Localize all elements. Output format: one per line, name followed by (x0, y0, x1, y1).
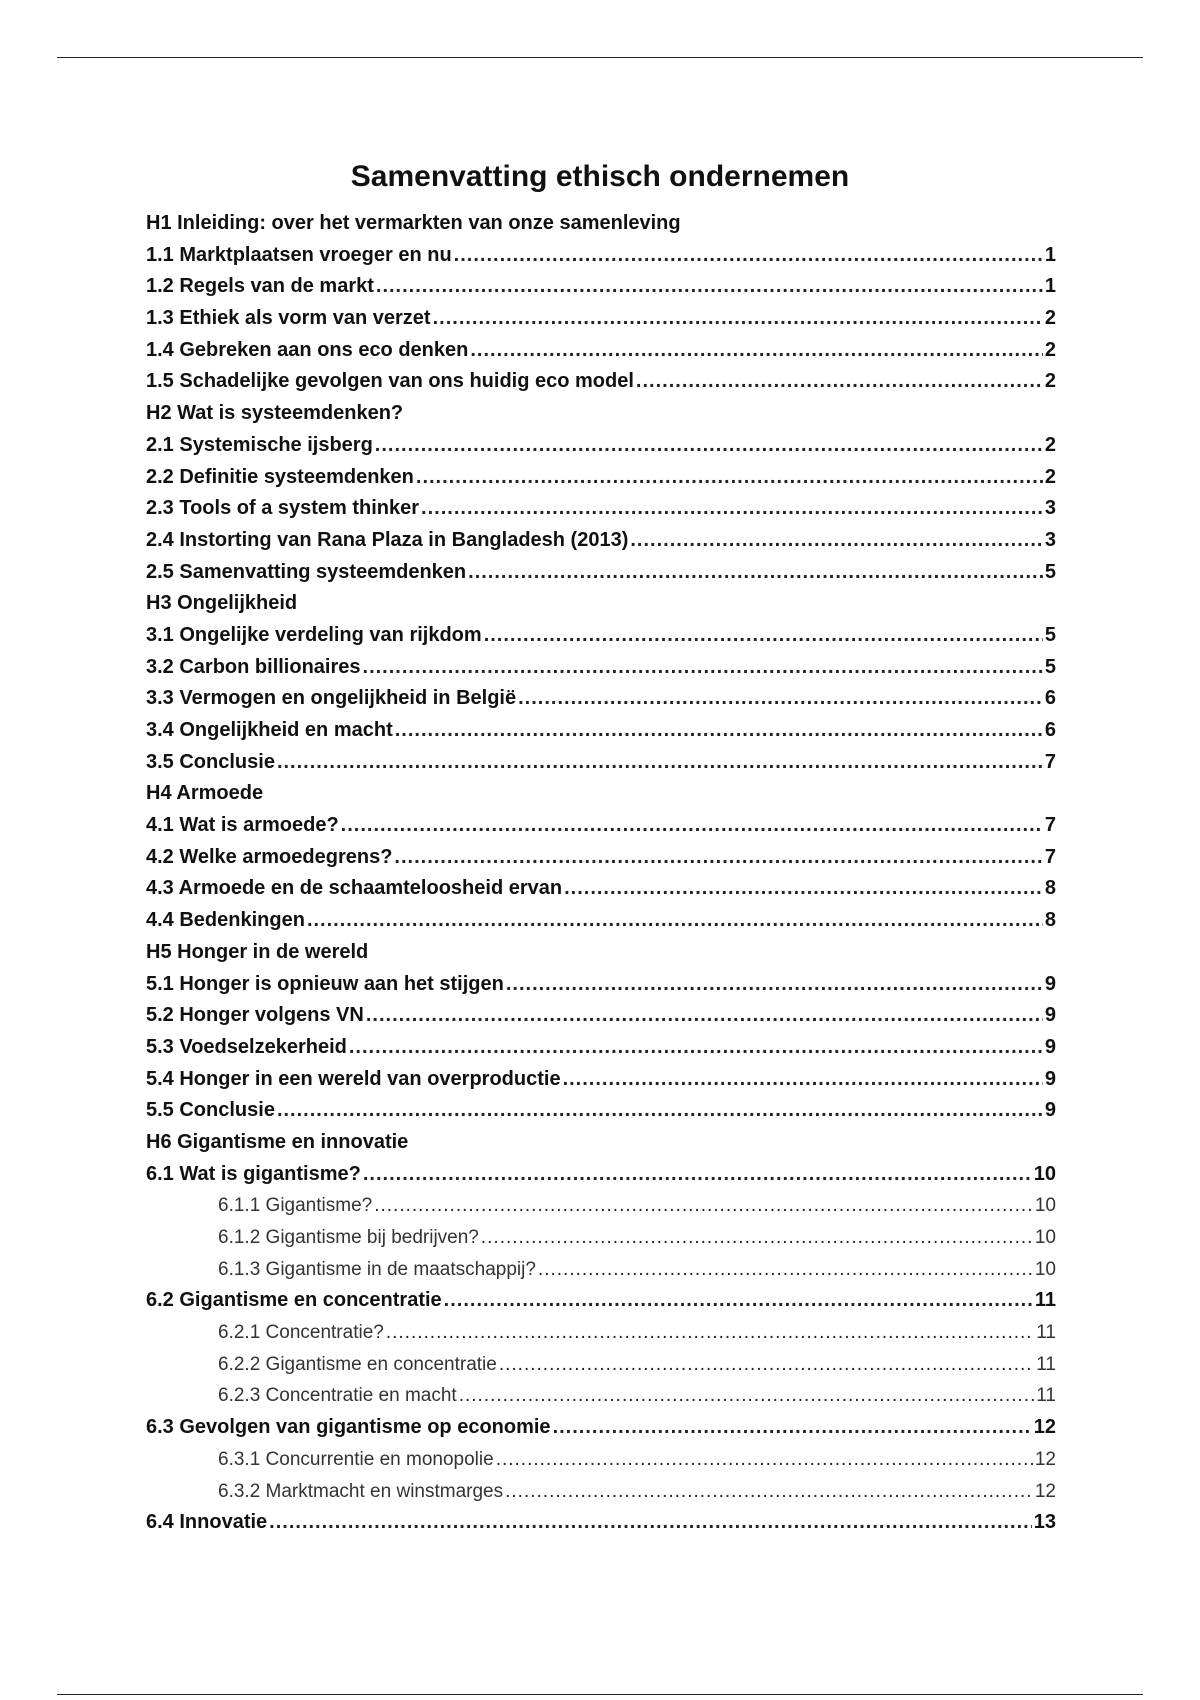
toc-page-number: 8 (1044, 877, 1056, 900)
toc-section-entry[interactable] (146, 652, 1056, 684)
toc-entry-title: 6.4 Innovatie (146, 1511, 268, 1534)
dot-leader (363, 1159, 1032, 1191)
toc-page-number: 11 (1034, 1289, 1056, 1312)
dot-leader (444, 1285, 1033, 1317)
toc-subsection-entry[interactable] (146, 1254, 1056, 1286)
toc-page-number: 2 (1044, 465, 1056, 488)
toc-section-entry[interactable] (146, 1000, 1056, 1032)
toc-page-number: 10 (1034, 1195, 1056, 1217)
toc-section-entry[interactable] (146, 271, 1056, 303)
toc-chapter-heading[interactable] (146, 937, 1056, 969)
toc-section-entry[interactable] (146, 335, 1056, 367)
toc-entry-title: 6.2.2 Gigantisme en concentratie (218, 1353, 497, 1375)
toc-entry-title: 4.4 Bedenkingen (146, 909, 305, 932)
toc-page-number: 12 (1033, 1416, 1056, 1439)
toc-section-entry[interactable] (146, 430, 1056, 462)
toc-entry-title: 2.4 Instorting van Rana Plaza in Bangladesh (2013) (146, 528, 629, 551)
toc-page-number: 11 (1036, 1353, 1056, 1375)
toc-page-number: 3 (1044, 497, 1056, 520)
toc-page-number: 6 (1044, 687, 1056, 710)
toc-section-entry[interactable] (146, 462, 1056, 494)
toc-page-number: 1 (1044, 243, 1056, 266)
toc-entry-title: 5.1 Honger is opnieuw aan het stijgen (146, 972, 504, 995)
dot-leader (505, 1476, 1033, 1508)
toc-chapter-title: H5 Honger in de wereld (146, 940, 369, 963)
toc-page-number: 11 (1036, 1322, 1056, 1344)
toc-entry-title: 6.2.3 Concentratie en macht (218, 1385, 457, 1407)
toc-entry-title: 2.3 Tools of a system thinker (146, 497, 420, 520)
toc-subsection-entry[interactable] (146, 1222, 1056, 1254)
toc-section-entry[interactable] (146, 303, 1056, 335)
dot-leader (341, 810, 1043, 842)
toc-chapter-title: H1 Inleiding: over het vermarkten van onze samenleving (146, 212, 681, 234)
toc-page-number: 2 (1044, 370, 1056, 393)
dot-leader (470, 335, 1043, 367)
dot-leader (375, 430, 1043, 462)
toc-page-number: 10 (1034, 1258, 1056, 1280)
toc-page-number: 2 (1044, 433, 1056, 456)
toc-chapter-heading[interactable] (146, 778, 1056, 810)
toc-section-entry[interactable] (146, 715, 1056, 747)
bottom-rule (57, 1694, 1143, 1695)
toc-entry-title: 5.3 Voedselzekerheid (146, 1035, 347, 1058)
toc-page-number: 7 (1044, 845, 1056, 868)
toc-chapter-heading[interactable] (146, 208, 1056, 240)
toc-entry-title: 5.4 Honger in een wereld van overproductie (146, 1067, 561, 1090)
dot-leader (563, 1064, 1043, 1096)
toc-entry-title: 6.3 Gevolgen van gigantisme op economie (146, 1416, 551, 1439)
toc-section-entry[interactable] (146, 620, 1056, 652)
dot-leader (433, 303, 1043, 335)
toc-subsection-entry[interactable] (146, 1476, 1056, 1508)
toc-entry-title: 5.2 Honger volgens VN (146, 1004, 364, 1027)
dot-leader (366, 1000, 1043, 1032)
dot-leader (636, 366, 1043, 398)
dot-leader (564, 873, 1043, 905)
toc-entry-title: 2.1 Systemische ijsberg (146, 433, 373, 456)
dot-leader (363, 652, 1043, 684)
dot-leader (496, 1444, 1033, 1476)
toc-entry-title: 6.2.1 Concentratie? (218, 1322, 384, 1344)
toc-subsection-entry[interactable] (146, 1380, 1056, 1412)
dot-leader (454, 240, 1043, 272)
toc-chapter-heading[interactable] (146, 588, 1056, 620)
toc-chapter-heading[interactable] (146, 1127, 1056, 1159)
toc-section-entry[interactable] (146, 1064, 1056, 1096)
toc-entry-title: 4.1 Wat is armoede? (146, 814, 339, 837)
toc-entry-title: 1.1 Marktplaatsen vroeger en nu (146, 243, 452, 266)
toc-entry-title: 6.2 Gigantisme en concentratie (146, 1289, 442, 1312)
dot-leader (459, 1380, 1035, 1412)
toc-chapter-title: H3 Ongelijkheid (146, 592, 298, 615)
toc-entry-title: 5.5 Conclusie (146, 1099, 275, 1122)
dot-leader (518, 683, 1043, 715)
toc-section-entry[interactable] (146, 1095, 1056, 1127)
toc-section-entry[interactable] (146, 240, 1056, 272)
document-title: Samenvatting ethisch ondernemen (350, 160, 850, 193)
toc-section-entry[interactable] (146, 366, 1056, 398)
toc-page-number: 9 (1044, 1067, 1056, 1090)
toc-page-number: 11 (1036, 1385, 1056, 1407)
toc-page-number: 5 (1044, 623, 1056, 646)
toc-page-number: 7 (1044, 814, 1056, 837)
toc-section-entry[interactable] (146, 1159, 1056, 1191)
toc-chapter-title: H2 Wat is systeemdenken? (146, 402, 404, 425)
toc-page-number: 13 (1033, 1511, 1056, 1534)
dot-leader (374, 1190, 1033, 1222)
toc-section-entry[interactable] (146, 557, 1056, 589)
toc-page-number: 7 (1044, 750, 1056, 773)
toc-entry-title: 2.2 Definitie systeemdenken (146, 465, 414, 488)
top-rule (57, 57, 1143, 58)
dot-leader (386, 1317, 1034, 1349)
toc-page-number: 9 (1044, 1004, 1056, 1027)
toc-page-number: 9 (1044, 1035, 1056, 1058)
toc-section-entry[interactable] (146, 747, 1056, 779)
toc-page-number: 1 (1044, 275, 1056, 298)
dot-leader (416, 462, 1043, 494)
toc-entry-title: 3.1 Ongelijke verdeling van rijkdom (146, 623, 482, 646)
dot-leader (376, 271, 1043, 303)
toc-entry-title: 1.2 Regels van de markt (146, 275, 374, 298)
toc-page-number: 6 (1044, 719, 1056, 741)
toc-entry-title: 3.5 Conclusie (146, 750, 275, 773)
toc-page-number: 8 (1044, 909, 1056, 932)
dot-leader (349, 1032, 1043, 1064)
toc-subsection-entry[interactable] (146, 1444, 1056, 1476)
dot-leader (394, 842, 1042, 874)
dot-leader (468, 557, 1043, 589)
toc-entry-title: 3.4 Ongelijkheid en macht (146, 719, 393, 741)
toc-page-number: 3 (1044, 528, 1056, 551)
toc-entry-title: 6.3.2 Marktmacht en winstmarges (218, 1480, 504, 1502)
dot-leader (269, 1507, 1032, 1539)
toc-section-entry[interactable] (146, 842, 1056, 874)
toc-page-number: 9 (1044, 972, 1056, 995)
dot-leader (630, 525, 1043, 557)
toc-section-entry[interactable] (146, 1032, 1056, 1064)
dot-leader (307, 905, 1043, 937)
toc-section-entry[interactable] (146, 1285, 1056, 1317)
toc-chapter-heading[interactable] (146, 398, 1056, 430)
toc-chapter-title: H6 Gigantisme en innovatie (146, 1130, 409, 1153)
toc-subsection-entry[interactable] (146, 1317, 1056, 1349)
toc-entry-title: 6.1.2 Gigantisme bij bedrijven? (218, 1227, 479, 1248)
toc-chapter-title: H4 Armoede (146, 782, 264, 805)
toc-section-entry[interactable] (146, 969, 1056, 1001)
toc-page-number: 2 (1044, 338, 1056, 361)
toc-entry-title: 3.3 Vermogen en ongelijkheid in België (146, 687, 517, 710)
toc-entry-title: 4.3 Armoede en de schaamteloosheid ervan (146, 877, 563, 900)
dot-leader (481, 1222, 1033, 1254)
toc-section-entry[interactable] (146, 905, 1056, 937)
toc-subsection-entry[interactable] (146, 1190, 1056, 1222)
dot-leader (484, 620, 1043, 652)
toc-page-number: 5 (1044, 655, 1056, 678)
toc-page-number: 10 (1033, 1162, 1056, 1185)
toc-section-entry[interactable] (146, 810, 1056, 842)
toc-page-number: 12 (1034, 1480, 1056, 1502)
table-of-contents (146, 208, 1056, 1539)
dot-leader (395, 715, 1043, 747)
toc-page-number: 10 (1034, 1227, 1056, 1248)
toc-section-entry[interactable] (146, 493, 1056, 525)
dot-leader (506, 969, 1043, 1001)
toc-page-number: 2 (1044, 307, 1056, 330)
dot-leader (277, 1095, 1043, 1127)
toc-section-entry[interactable] (146, 1412, 1056, 1444)
toc-entry-title: 1.5 Schadelijke gevolgen van ons huidig eco model (146, 370, 634, 393)
toc-entry-title: 6.1.3 Gigantisme in de maatschappij? (218, 1258, 536, 1280)
toc-page-number: 9 (1044, 1099, 1056, 1122)
toc-section-entry[interactable] (146, 1507, 1056, 1539)
dot-leader (553, 1412, 1032, 1444)
toc-page-number: 5 (1044, 560, 1056, 583)
toc-section-entry[interactable] (146, 683, 1056, 715)
toc-entry-title: 1.4 Gebreken aan ons eco denken (146, 338, 469, 361)
toc-entry-title: 3.2 Carbon billionaires (146, 655, 361, 678)
dot-leader (499, 1349, 1034, 1381)
dot-leader (277, 747, 1043, 779)
toc-page-number: 12 (1034, 1448, 1056, 1470)
toc-entry-title: 2.5 Samenvatting systeemdenken (146, 560, 467, 583)
toc-entry-title: 6.1.1 Gigantisme? (218, 1195, 373, 1217)
toc-entry-title: 1.3 Ethiek als vorm van verzet (146, 307, 431, 330)
dot-leader (538, 1254, 1033, 1286)
toc-subsection-entry[interactable] (146, 1349, 1056, 1381)
toc-entry-title: 4.2 Welke armoedegrens? (146, 845, 393, 868)
toc-section-entry[interactable] (146, 525, 1056, 557)
toc-section-entry[interactable] (146, 873, 1056, 905)
toc-entry-title: 6.3.1 Concurrentie en monopolie (218, 1448, 494, 1470)
toc-entry-title: 6.1 Wat is gigantisme? (146, 1162, 361, 1185)
dot-leader (421, 493, 1043, 525)
